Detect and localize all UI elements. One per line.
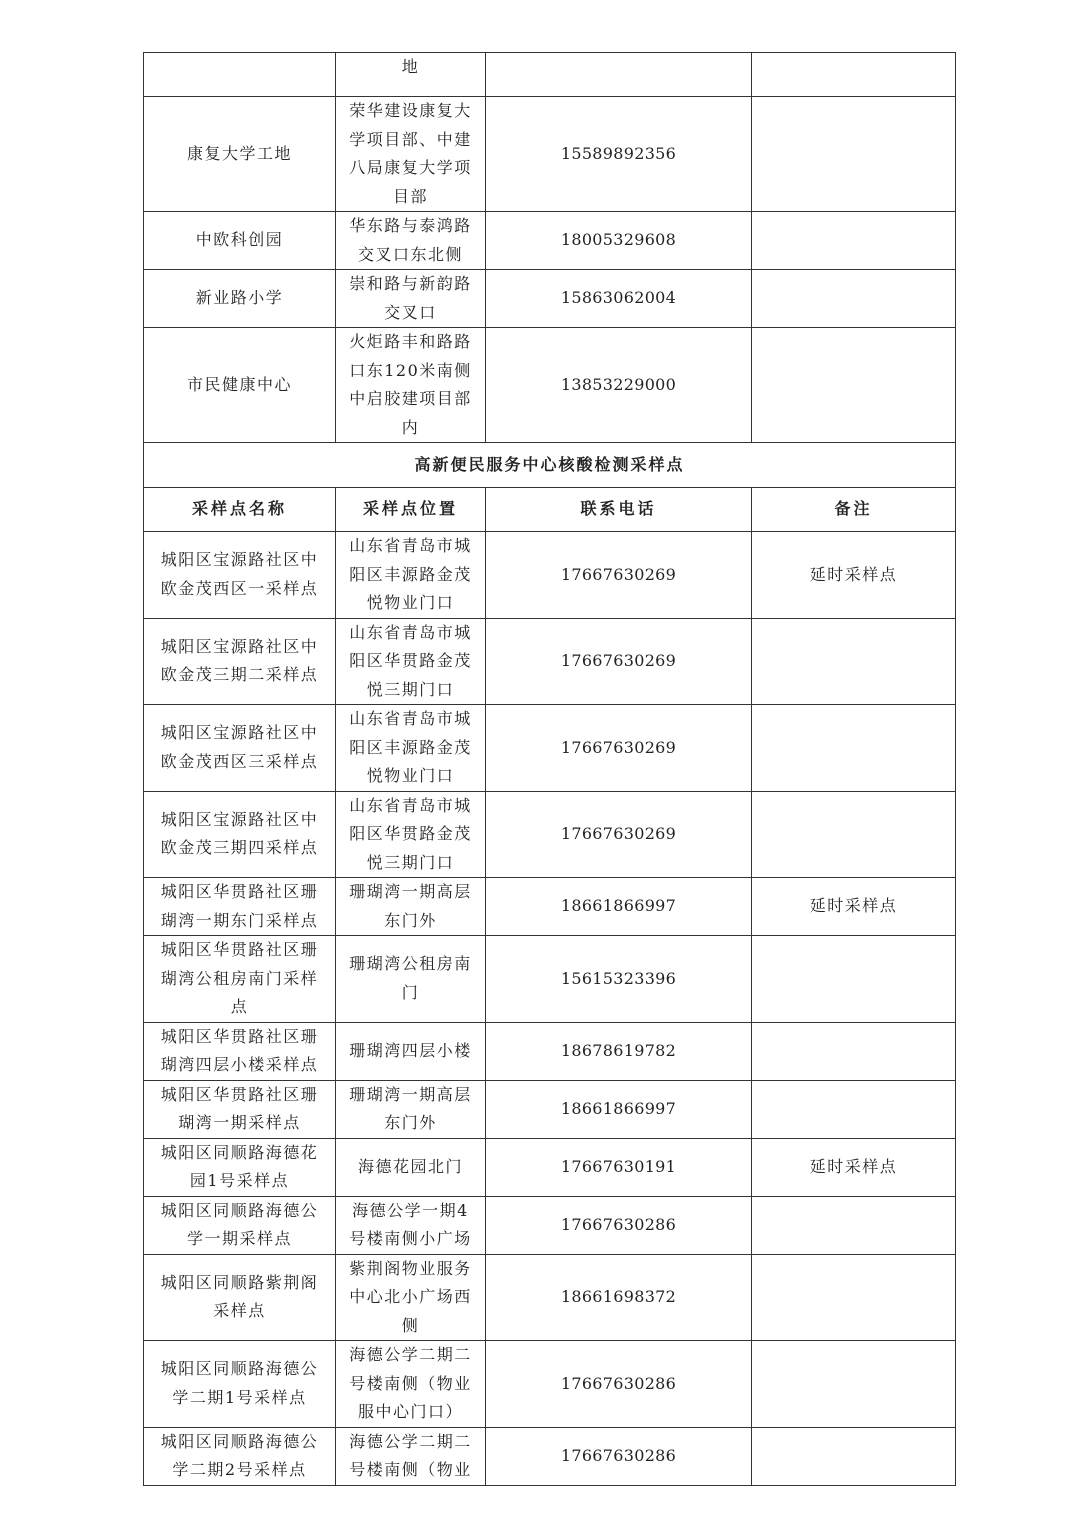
table-row <box>144 97 956 212</box>
site-note <box>752 705 956 792</box>
table-row <box>144 705 956 792</box>
site-phone: 18661866997 <box>486 1080 752 1138</box>
site-phone: 17667630286 <box>486 1427 752 1485</box>
site-phone: 15589892356 <box>486 97 752 212</box>
site-note <box>752 1196 956 1254</box>
site-location: 山东省青岛市城阳区丰源路金茂悦物业门口 <box>336 705 486 792</box>
site-note: 延时采样点 <box>752 532 956 619</box>
table-row <box>144 328 956 443</box>
site-note <box>752 212 956 270</box>
site-note <box>752 936 956 1023</box>
site-phone: 18005329608 <box>486 212 752 270</box>
site-note: 延时采样点 <box>752 1138 956 1196</box>
site-location: 山东省青岛市城阳区丰源路金茂悦物业门口 <box>336 532 486 619</box>
site-name: 城阳区同顺路海德公学一期采样点 <box>144 1196 336 1254</box>
table-row <box>144 270 956 328</box>
site-name: 城阳区华贯路社区珊瑚湾公租房南门采样点 <box>144 936 336 1023</box>
site-name: 城阳区宝源路社区中欧金茂西区三采样点 <box>144 705 336 792</box>
table-row <box>144 1196 956 1254</box>
site-name: 市民健康中心 <box>144 328 336 443</box>
site-location: 珊瑚湾一期高层东门外 <box>336 1080 486 1138</box>
site-name: 城阳区同顺路紫荆阁采样点 <box>144 1254 336 1341</box>
table-row <box>144 212 956 270</box>
site-name <box>144 53 336 97</box>
section-title: 高新便民服务中心核酸检测采样点 <box>144 443 956 488</box>
site-note <box>752 97 956 212</box>
site-location: 山东省青岛市城阳区华贯路金茂悦三期门口 <box>336 618 486 705</box>
table-row <box>144 1427 956 1485</box>
site-location: 紫荆阁物业服务中心北小广场西侧 <box>336 1254 486 1341</box>
site-name: 城阳区同顺路海德公学二期1号采样点 <box>144 1341 336 1428</box>
site-location: 海德花园北门 <box>336 1138 486 1196</box>
site-name: 城阳区宝源路社区中欧金茂三期二采样点 <box>144 618 336 705</box>
site-phone: 17667630286 <box>486 1196 752 1254</box>
site-note <box>752 328 956 443</box>
site-name: 中欧科创园 <box>144 212 336 270</box>
site-location: 海德公学二期二号楼南侧（物业 <box>336 1427 486 1485</box>
site-phone: 17667630269 <box>486 705 752 792</box>
table-row <box>144 532 956 619</box>
table-row <box>144 791 956 878</box>
site-phone: 17667630286 <box>486 1341 752 1428</box>
header-location: 采样点位置 <box>336 488 486 532</box>
site-note <box>752 1341 956 1428</box>
table-row <box>144 53 956 97</box>
site-name: 城阳区华贯路社区珊瑚湾一期东门采样点 <box>144 878 336 936</box>
header-name: 采样点名称 <box>144 488 336 532</box>
table-row <box>144 878 956 936</box>
site-note <box>752 1022 956 1080</box>
site-location: 海德公学一期4号楼南侧小广场 <box>336 1196 486 1254</box>
site-note <box>752 1427 956 1485</box>
table-header-row <box>144 488 956 532</box>
site-location: 火炬路丰和路路口东120米南侧中启胶建项目部内 <box>336 328 486 443</box>
site-name: 新业路小学 <box>144 270 336 328</box>
site-name: 城阳区华贯路社区珊瑚湾一期采样点 <box>144 1080 336 1138</box>
header-phone: 联系电话 <box>486 488 752 532</box>
site-phone: 13853229000 <box>486 328 752 443</box>
table-row <box>144 936 956 1023</box>
site-phone: 18661698372 <box>486 1254 752 1341</box>
table-row <box>144 618 956 705</box>
site-phone: 17667630269 <box>486 618 752 705</box>
table-row <box>144 1341 956 1428</box>
sampling-point-table <box>143 52 956 1486</box>
site-phone: 18678619782 <box>486 1022 752 1080</box>
site-location: 珊瑚湾公租房南门 <box>336 936 486 1023</box>
site-name: 城阳区同顺路海德花园1号采样点 <box>144 1138 336 1196</box>
site-name: 城阳区同顺路海德公学二期2号采样点 <box>144 1427 336 1485</box>
site-phone <box>486 53 752 97</box>
site-name: 城阳区华贯路社区珊瑚湾四层小楼采样点 <box>144 1022 336 1080</box>
site-note <box>752 1080 956 1138</box>
site-phone: 17667630269 <box>486 791 752 878</box>
site-location: 崇和路与新韵路交叉口 <box>336 270 486 328</box>
site-name: 城阳区宝源路社区中欧金茂三期四采样点 <box>144 791 336 878</box>
table-row <box>144 1254 956 1341</box>
site-note: 延时采样点 <box>752 878 956 936</box>
site-phone: 15863062004 <box>486 270 752 328</box>
site-location: 珊瑚湾一期高层东门外 <box>336 878 486 936</box>
site-phone: 17667630269 <box>486 532 752 619</box>
site-name: 城阳区宝源路社区中欧金茂西区一采样点 <box>144 532 336 619</box>
site-location: 荣华建设康复大学项目部、中建八局康复大学项目部 <box>336 97 486 212</box>
site-location: 地 <box>336 53 486 97</box>
site-phone: 15615323396 <box>486 936 752 1023</box>
site-location: 华东路与泰鸿路交叉口东北侧 <box>336 212 486 270</box>
table-row <box>144 1080 956 1138</box>
table-row <box>144 1138 956 1196</box>
site-note <box>752 618 956 705</box>
site-phone: 17667630191 <box>486 1138 752 1196</box>
site-note <box>752 53 956 97</box>
table-row <box>144 1022 956 1080</box>
site-location: 山东省青岛市城阳区华贯路金茂悦三期门口 <box>336 791 486 878</box>
site-location: 珊瑚湾四层小楼 <box>336 1022 486 1080</box>
site-location: 海德公学二期二号楼南侧（物业服中心门口） <box>336 1341 486 1428</box>
site-phone: 18661866997 <box>486 878 752 936</box>
site-note <box>752 791 956 878</box>
site-note <box>752 1254 956 1341</box>
header-note: 备注 <box>752 488 956 532</box>
site-note <box>752 270 956 328</box>
site-name: 康复大学工地 <box>144 97 336 212</box>
section-title-row <box>144 443 956 488</box>
